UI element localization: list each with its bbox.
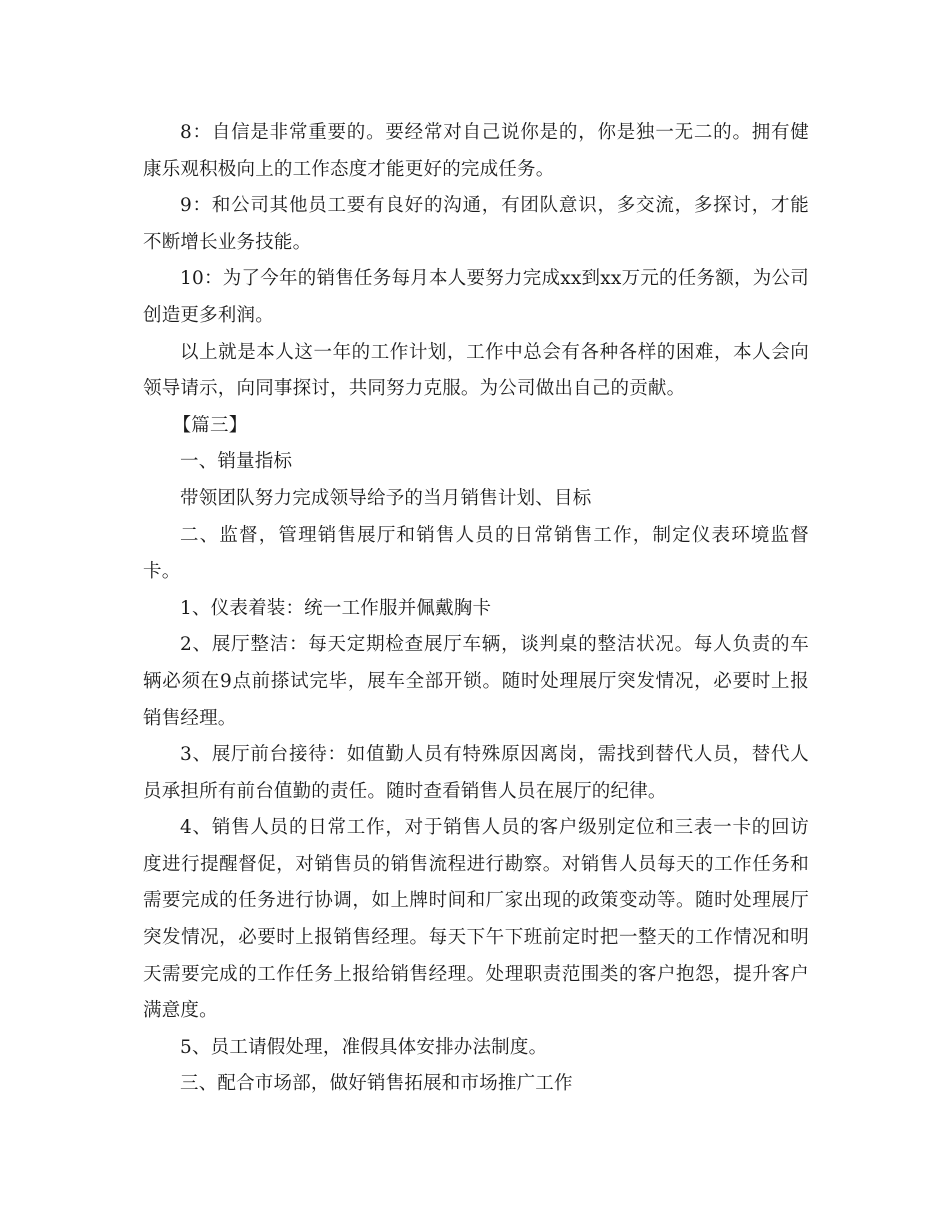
paragraph-item-8: 8：自信是非常重要的。要经常对自己说你是的，你是独一无二的。拥有健康乐观积极向上的工作态度才能更好的完成任务。 — [143, 122, 809, 180]
paragraph-front-desk: 3、展厅前台接待：如值勤人员有特殊原因离岗，需找到替代人员，替代人员承担所有前台值勤的责任。随时查看销售人员在展厅的纪律。 — [143, 744, 809, 802]
section-heading-part-three: 【篇三】 — [172, 414, 248, 436]
paragraph-summary: 以上就是本人这一年的工作计划，工作中总会有各种各样的困难，本人会向领导请示，向同事探讨，共同努力克服。为公司做出自己的贡献。 — [143, 341, 809, 400]
paragraph-sales-plan: 带领团队努力完成领导给予的当月销售计划、目标 — [180, 487, 592, 509]
paragraph-showroom-cleanliness: 2、展厅整洁：每天定期检查展厅车辆，谈判桌的整洁状况。每人负责的车辆必须在9点前搽试完毕，展车全部开锁。随时处理展厅突发情况，必要时上报销售经理。 — [143, 634, 809, 729]
heading-sales-target: 一、销量指标 — [180, 451, 293, 473]
paragraph-item-10: 10：为了今年的销售任务每月本人要努力完成xx到xx万元的任务额，为公司创造更多利润。 — [143, 268, 809, 326]
paragraph-leave-handling: 5、员工请假处理，准假具体安排办法制度。 — [180, 1036, 548, 1058]
heading-supervision: 二、监督，管理销售展厅和销售人员的日常销售工作，制定仪表环境监督卡。 — [143, 524, 809, 583]
paragraph-item-9: 9：和公司其他员工要有良好的沟通，有团队意识，多交流，多探讨，才能不断增长业务技能。 — [143, 195, 809, 253]
paragraph-dress-code: 1、仪表着装：统一工作服并佩戴胸卡 — [180, 597, 492, 619]
heading-marketing: 三、配合市场部，做好销售拓展和市场推广工作 — [180, 1073, 573, 1095]
document-body — [143, 115, 809, 1103]
paragraph-daily-work: 4、销售人员的日常工作，对于销售人员的客户级别定位和三表一卡的回访度进行提醒督促，对销售员的销售流程进行勘察。对销售人员每天的工作任务和需要完成的任务进行协调，如上牌时间和厂家出现的政策变动等。随时处理展厅突发情况，必要时上报销售经理。每天下午下班前定时把一整天的工作情况和明天需要完成的工作任务上报给销售经理。处理职责范围类的客户抱怨，提升客户满意度。 — [143, 817, 809, 1022]
